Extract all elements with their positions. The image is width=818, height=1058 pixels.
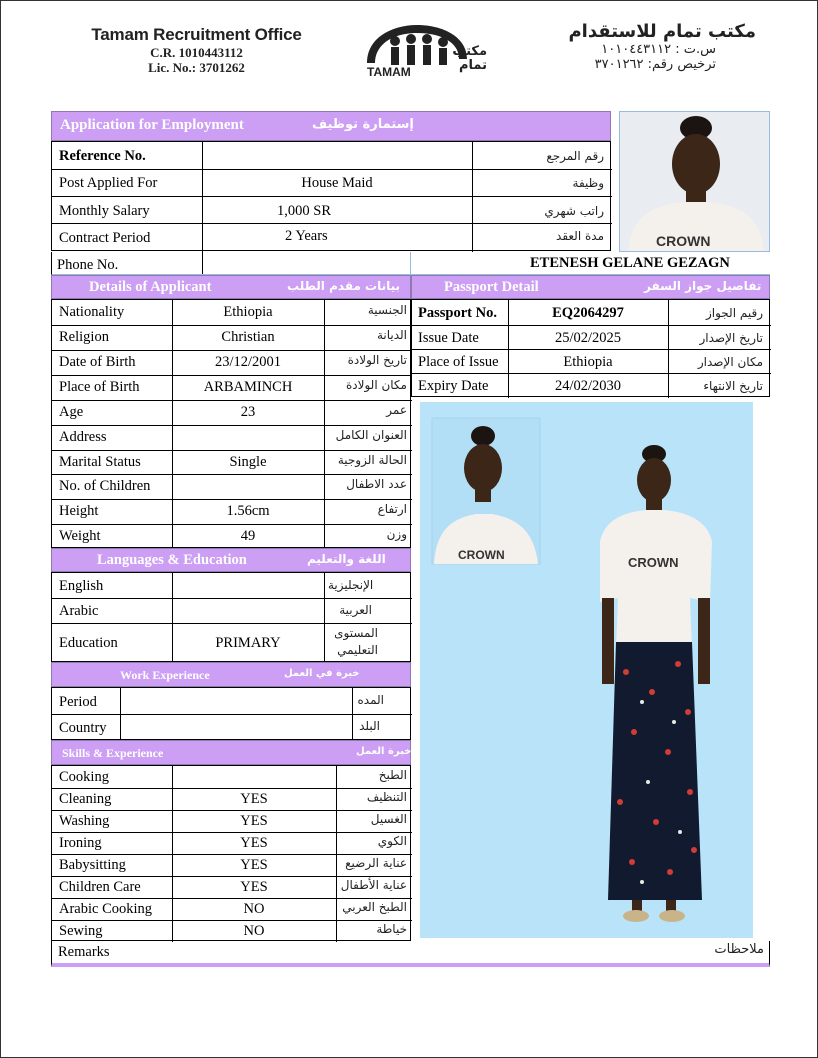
age-label-ar: عمر — [386, 403, 407, 417]
post-applied-label: Post Applied For — [59, 175, 158, 191]
expiry-date-label: Expiry Date — [418, 378, 489, 394]
cooking-label-ar: الطبخ — [378, 768, 407, 782]
english-label: English — [59, 578, 104, 594]
children-care-value: YES — [240, 879, 268, 895]
expiry-date-label-ar: تاريخ الانتهاء — [703, 379, 763, 393]
height-label: Height — [59, 503, 99, 519]
ironing-label: Ironing — [59, 835, 102, 851]
passport-no-label-ar: رقيم الجواز — [705, 306, 763, 320]
sewing-value: NO — [243, 923, 265, 939]
date-of-birth-value: 23/12/2001 — [214, 354, 282, 370]
period-label: Period — [59, 694, 97, 710]
office-cr-ar: س.ت : ١٠١٠٤٤٣١١٢ — [601, 42, 716, 57]
office-name-ar: مكتب تمام للاستقدام — [568, 21, 756, 42]
work-experience-title-en: Work Experience — [120, 668, 210, 682]
ironing-label-ar: الكوي — [377, 834, 407, 848]
religion-label-ar: الديانة — [376, 328, 407, 342]
english-label-ar: الإنجليزية — [328, 578, 374, 592]
contract-label-ar: مدة العقد — [556, 229, 604, 243]
passport-no-label: Passport No. — [418, 305, 497, 321]
skills-bar — [51, 740, 411, 765]
education-value: PRIMARY — [215, 635, 281, 651]
inset-headshot — [432, 418, 540, 564]
arabic-cooking-value: NO — [243, 901, 265, 917]
application-title-ar: إستمارة توظيف — [312, 117, 414, 132]
issue-date-value: 25/02/2025 — [554, 330, 622, 346]
languages-table — [51, 572, 411, 662]
babysitting-label: Babysitting — [59, 857, 126, 873]
salary-value: 1,000 SR — [277, 203, 331, 219]
office-header-en — [89, 25, 304, 75]
education-label: Education — [59, 635, 118, 651]
applicant-details-bar — [51, 275, 411, 299]
issue-date-label: Issue Date — [418, 330, 479, 346]
salary-label-ar: راتب شهري — [544, 204, 604, 218]
post-applied-label-ar: وظيفة — [572, 176, 604, 190]
washing-value: YES — [240, 813, 268, 829]
applicant-details-title-en: Details of Applicant — [89, 279, 212, 295]
passport-title-ar: تفاصيل جواز السفر — [644, 279, 762, 293]
applicant-details-table — [51, 299, 411, 548]
contract-value: 2 Years — [285, 228, 328, 244]
languages-bar — [51, 548, 411, 572]
weight-label: Weight — [59, 528, 101, 544]
skills-title-en: Skills & Experience — [62, 746, 164, 760]
remarks-label-ar: ملاحظات — [714, 942, 764, 957]
reference-label-ar: رقم المرجع — [546, 149, 604, 163]
washing-label-ar: الغسيل — [370, 812, 407, 826]
passport-no-value: EQ2064297 — [552, 305, 624, 321]
expiry-date-value: 24/02/2030 — [554, 378, 622, 394]
applicant-details-title-ar: بيانات مقدم الطلب — [287, 279, 401, 293]
education-label-ar: المستوى التعليمي — [334, 626, 378, 657]
applicant-full-name: ETENESH GELANE GEZAGN — [530, 255, 730, 271]
date-of-birth-label: Date of Birth — [59, 354, 136, 370]
sewing-label-ar: خياطة — [376, 922, 407, 936]
shirt-text: CROWN — [656, 233, 711, 249]
weight-value: 49 — [240, 528, 256, 544]
phone-name-row — [51, 252, 770, 275]
period-label-ar: المده — [357, 693, 384, 707]
passport-bar — [411, 275, 770, 299]
office-lic-ar: ترخيص رقم: ٣٧٠١٢٦٢ — [594, 57, 716, 72]
logo-text-ar: مكتب تمام — [452, 44, 487, 73]
issue-date-label-ar: تاريخ الإصدار — [699, 331, 763, 345]
salary-label: Monthly Salary — [59, 203, 150, 219]
skills-title-ar: خبرة العمل — [356, 746, 412, 757]
inset-shirt-text: CROWN — [458, 548, 505, 562]
work-experience-bar — [51, 662, 411, 687]
passport-table — [411, 299, 770, 397]
country-label-ar: البلد — [359, 719, 380, 733]
phone-label: Phone No. — [57, 257, 119, 273]
arabic-cooking-label-ar: الطبخ العربي — [342, 900, 407, 914]
nationality-value: Ethiopia — [223, 304, 273, 320]
languages-title-ar: اللغة والتعليم — [307, 552, 386, 566]
cleaning-label: Cleaning — [59, 791, 112, 807]
age-label: Age — [59, 404, 84, 420]
cleaning-value: YES — [240, 791, 268, 807]
address-label: Address — [59, 429, 107, 445]
application-title-bar — [51, 111, 611, 141]
office-cr-en: C.R. 1010443112 — [150, 45, 243, 60]
religion-label: Religion — [59, 329, 109, 345]
arabic-label: Arabic — [59, 603, 99, 619]
religion-value: Christian — [221, 329, 275, 345]
remarks-row — [51, 941, 770, 967]
office-name-en: Tamam Recruitment Office — [91, 25, 302, 44]
sewing-label: Sewing — [59, 923, 103, 939]
no-of-children-label-ar: عدد الاطفال — [346, 477, 407, 491]
marital-status-label: Marital Status — [59, 454, 141, 470]
cleaning-label-ar: التنظيف — [366, 790, 407, 804]
age-value: 23 — [240, 404, 256, 420]
figure-shirt-text: CROWN — [628, 555, 679, 570]
work-experience-table — [51, 687, 411, 740]
application-title-en: Application for Employment — [60, 117, 244, 133]
marital-status-label-ar: الحالة الزوجية — [337, 453, 407, 467]
arabic-label-ar: العربية — [339, 603, 372, 617]
work-experience-title-ar: خبرة في العمل — [284, 668, 360, 679]
cooking-label: Cooking — [59, 769, 109, 785]
nationality-label-ar: الجنسية — [367, 303, 407, 317]
children-care-label-ar: عناية الأطفال — [340, 878, 407, 892]
height-value: 1.56cm — [226, 503, 270, 519]
nationality-label: Nationality — [59, 304, 125, 320]
place-of-issue-label: Place of Issue — [418, 354, 499, 370]
height-label-ar: ارتفاع — [377, 502, 407, 516]
marital-status-value: Single — [229, 454, 267, 470]
washing-label: Washing — [59, 813, 110, 829]
weight-label-ar: وزن — [386, 527, 407, 541]
languages-title-en: Languages & Education — [97, 552, 247, 568]
applicant-full-photo — [420, 402, 753, 938]
reference-label: Reference No. — [59, 148, 146, 164]
address-label-ar: العنوان الكامل — [335, 428, 407, 442]
place-of-birth-value: ARBAMINCH — [203, 379, 293, 395]
place-of-issue-value: Ethiopia — [563, 354, 613, 370]
arabic-cooking-label: Arabic Cooking — [59, 901, 153, 917]
applicant-headshot-photo — [619, 111, 770, 252]
application-table — [51, 141, 611, 251]
post-applied-value: House Maid — [301, 175, 373, 191]
babysitting-value: YES — [240, 857, 268, 873]
place-of-birth-label-ar: مكان الولادة — [345, 378, 407, 392]
passport-title-en: Passport Detail — [444, 279, 539, 295]
remarks-label: Remarks — [58, 944, 110, 960]
contract-label: Contract Period — [59, 230, 151, 246]
logo-text-en: TAMAM — [367, 65, 411, 79]
place-of-issue-label-ar: مكان الإصدار — [697, 355, 763, 369]
no-of-children-label: No. of Children — [59, 478, 151, 494]
date-of-birth-label-ar: تاريخ الولادة — [347, 353, 407, 367]
office-lic-en: Lic. No.: 3701262 — [148, 60, 245, 75]
office-header-ar — [536, 21, 756, 72]
ironing-value: YES — [240, 835, 268, 851]
children-care-label: Children Care — [59, 879, 141, 895]
skills-table — [51, 765, 411, 941]
babysitting-label-ar: عناية الرضيع — [345, 856, 407, 870]
country-label: Country — [59, 720, 107, 736]
place-of-birth-label: Place of Birth — [59, 379, 140, 395]
